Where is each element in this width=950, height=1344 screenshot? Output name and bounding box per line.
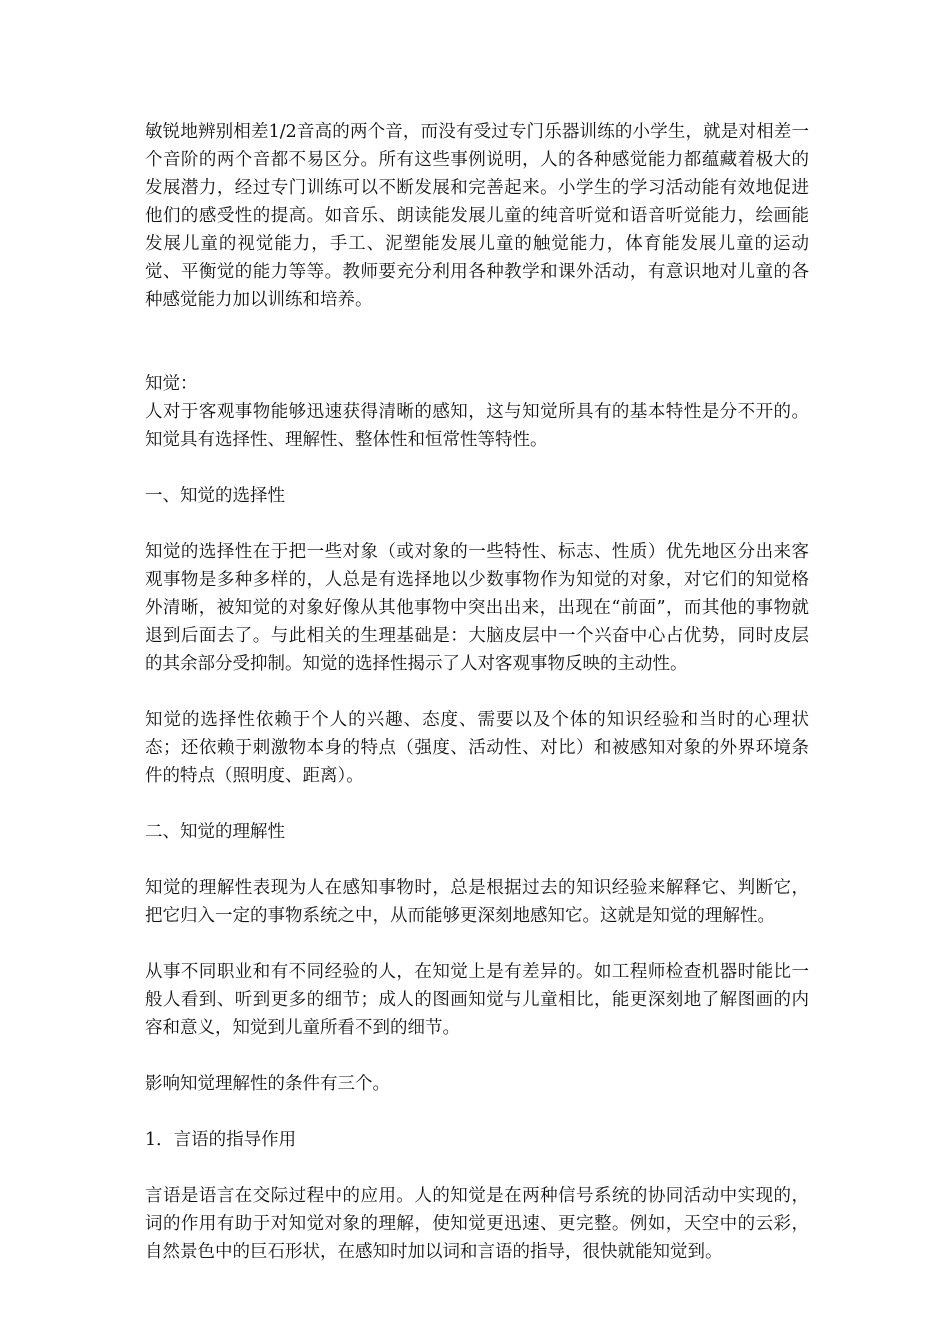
spacer [145, 510, 809, 538]
heading-perception: 知觉： [145, 374, 198, 394]
spacer [145, 790, 809, 818]
heading-selectivity: 一、知觉的选择性 [145, 486, 285, 506]
spacer [145, 314, 809, 370]
paragraph-perception-intro: 人对于客观事物能够迅速获得清晰的感知，这与知觉所具有的基本特性是分不开的。知觉具有选择性、理解性、整体性和恒常性等特性。 [145, 402, 809, 450]
spacer [145, 930, 809, 958]
spacer [145, 1042, 809, 1070]
spacer [145, 846, 809, 874]
paragraph-sensory-training: 敏锐地辨别相差1/2音高的两个音，而没有受过专门乐器训练的小学生，就是对相差一个音阶的两个音都不易区分。所有这些事例说明，人的各种感觉能力都蕴藏着极大的发展潜力，经过专门训练可以不断发展和完善起来。小学生的学习活动能有效地促进他们的感受性的提高。如音乐、朗读能发展儿童的纯音听觉和语音听觉能力，绘画能发展儿童的视觉能力，手工、泥塑能发展儿童的触觉能力，体育能发展儿童的运动觉、平衡觉的能力等等。教师要充分利用各种教学和课外活动，有意识地对儿童的各种感觉能力加以训练和培养。 [145, 122, 809, 310]
spacer [145, 1098, 809, 1126]
heading-understanding: 二、知觉的理解性 [145, 822, 285, 842]
paragraph-selectivity-definition: 知觉的选择性在于把一些对象（或对象的一些特性、标志、性质）优先地区分出来客观事物是多种多样的，人总是有选择地以少数事物作为知觉的对象，对它们的知觉格外清晰，被知觉的对象好像从其他事物中突出出来，出现在“前面”，而其他的事物就退到后面去了。与此相关的生理基础是：大脑皮层中一个兴奋中心占优势，同时皮层的其余部分受抑制。知觉的选择性揭示了人对客观事物反映的主动性。 [145, 542, 809, 674]
paragraph-understanding-definition: 知觉的理解性表现为人在感知事物时，总是根据过去的知识经验来解释它、判断它，把它归入一定的事物系统之中，从而能够更深刻地感知它。这就是知觉的理解性。 [145, 878, 809, 926]
paragraph-language-guidance: 言语是语言在交际过程中的应用。人的知觉是在两种信号系统的协同活动中实现的，词的作用有助于对知觉对象的理解，使知觉更迅速、更完整。例如，天空中的云彩，自然景色中的巨石形状，在感知时加以词和言语的指导，很快就能知觉到。 [145, 1186, 809, 1262]
spacer [145, 454, 809, 482]
spacer [145, 678, 809, 706]
paragraph-selectivity-factors: 知觉的选择性依赖于个人的兴趣、态度、需要以及个体的知识经验和当时的心理状态；还依赖于刺激物本身的特点（强度、活动性、对比）和被感知对象的外界环境条件的特点（照明度、距离）。 [145, 710, 809, 786]
paragraph-understanding-experience: 从事不同职业和有不同经验的人，在知觉上是有差异的。如工程师检查机器时能比一般人看到、听到更多的细节；成人的图画知觉与儿童相比，能更深刻地了解图画的内容和意义，知觉到儿童所看不到的细节。 [145, 962, 809, 1038]
heading-language-guidance: 1．言语的指导作用 [145, 1130, 297, 1150]
document-page [145, 118, 809, 1266]
spacer [145, 1154, 809, 1182]
paragraph-understanding-conditions: 影响知觉理解性的条件有三个。 [145, 1074, 390, 1094]
